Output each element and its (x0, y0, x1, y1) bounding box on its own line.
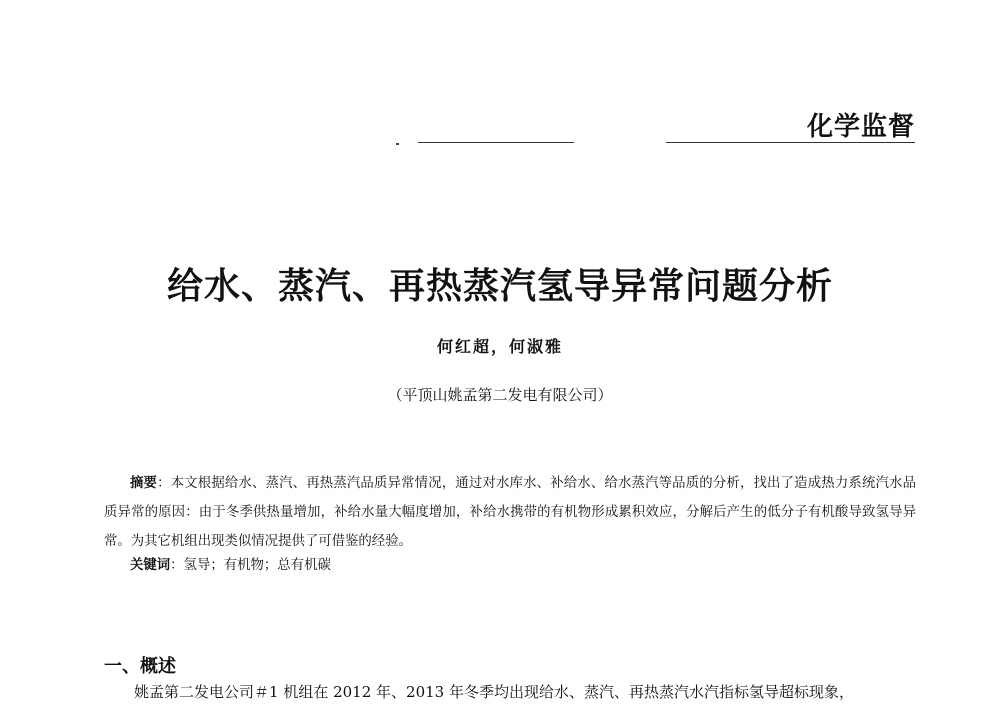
keywords-label: 关键词 (130, 558, 171, 573)
section-heading: 一、概述 (104, 656, 176, 677)
paper-authors: 何红超，何淑雅 (436, 337, 563, 356)
paper-title: 给水、蒸汽、再热蒸汽氢导异常问题分析 (166, 266, 833, 307)
header-rule-right (666, 142, 915, 143)
journal-section-title: 化学监督 (806, 112, 915, 142)
abstract (104, 469, 916, 556)
header-rule-left (418, 142, 574, 143)
section-body-text: 姚孟第二发电公司＃1 机组在 2012 年、2013 年冬季均出现给水、蒸汽、再热蒸汽水汽指标氢导超标现象， (134, 683, 854, 701)
header-rule-dot (396, 143, 399, 145)
keywords (104, 556, 916, 576)
keywords-text: ：氢导；有机物；总有机碳 (170, 558, 331, 573)
abstract-text: ：本文根据给水、蒸汽、再热蒸汽品质异常情况，通过对水库水、补给水、给水蒸汽等品质的分析，找出了造成热力系统汽水品质异常的原因：由于冬季供热量增加，补给水量大幅度增加，补给水携带的有机物形成累积效应，分解后产生的低分子有机酸导致氢导异常。为其它机组出现类似情况提供了可借鉴的经验。 (104, 476, 916, 549)
paper-affiliation: （平顶山姚孟第二发电有限公司） (387, 386, 613, 404)
abstract-label: 摘要 (130, 476, 158, 491)
